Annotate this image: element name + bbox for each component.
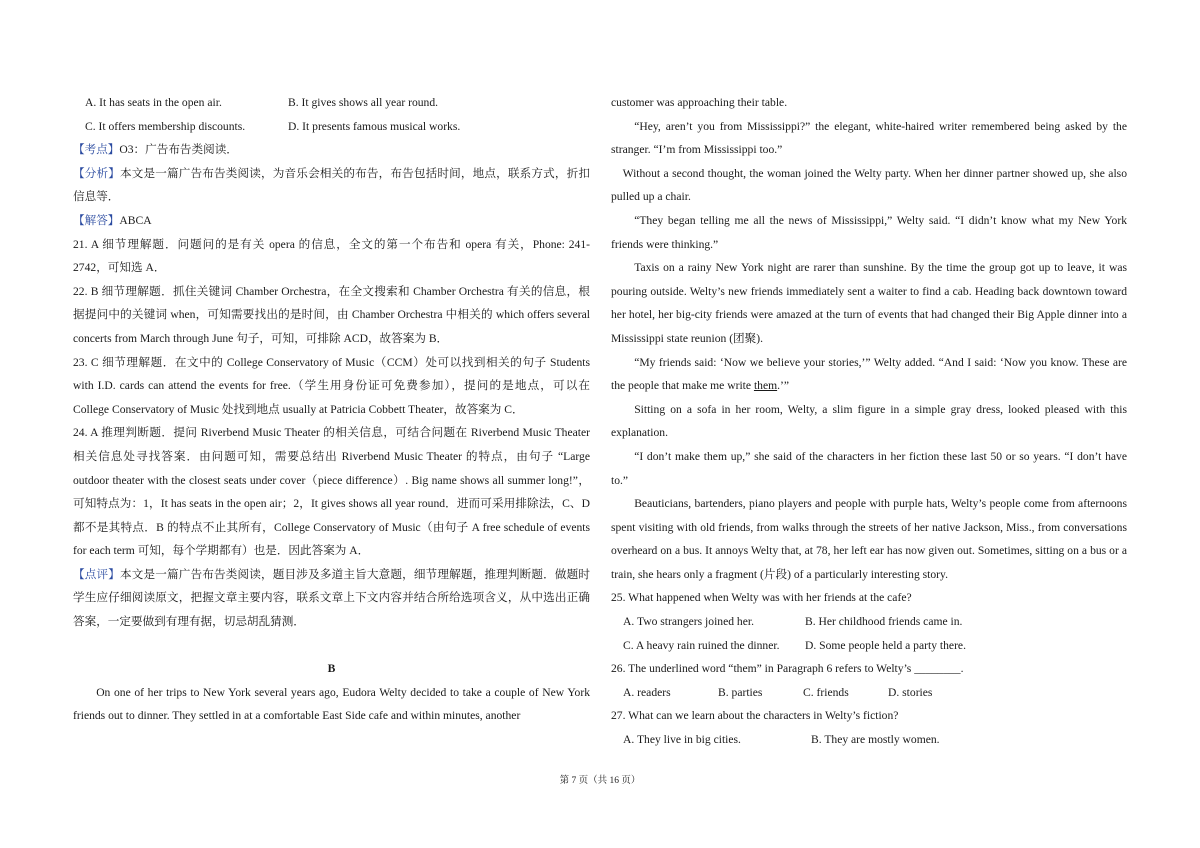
option-b: B. It gives shows all year round.: [288, 96, 439, 109]
underlined-them: them: [753, 379, 778, 393]
fenxi: [73, 162, 590, 209]
answer-24: 24. A 推理判断题．提问 Riverbend Music Theater 的相关信息，可结合问题在 Riverbend Music Theater 相关信息处寻找答案．由问题可知，需要总结出 Riverbend Music Theater 的特点，由句子 “Large outdoor theater with the closest seats under cover（piece difference）. Big name shows all summer long!”，可知特点为：1，It has seats in the open air；2，It gives shows all year round．进而可采用排除法，C、D 都不是其特点．B 的特点不止其所有，College Conservatory of Music（由句子 A free schedule of events for each term 可知，每个学期都有）也是．因此答案为 A．: [73, 426, 590, 558]
page-footer: 第 7 页（共 16 页）: [559, 776, 641, 786]
kaodian-tag: 【考点】: [73, 143, 120, 157]
q27-option-b: B. They are mostly women.: [811, 733, 940, 747]
q26-option-b: B. parties: [718, 685, 763, 699]
kaodian-text: O3：广告布告类阅读．: [119, 143, 238, 157]
section-heading: B: [327, 662, 336, 676]
answer-23: 23. C 细节理解题．在文中的 College Conservatory of Music（CCM）处可以找到相关的句子 Students with I.D. cards can attend the events for free.（学生用身份证可免费参加），提问的是地点，可以在 College Conservatory of Music 处找到地点 usually at Patricia Cobbett Theater，故答案为 C．: [73, 355, 590, 416]
dianping: [73, 563, 590, 634]
question-25: 25. What happened when Welty was with her friends at the cafe?: [611, 591, 912, 605]
option-a: A. It has seats in the open air.: [85, 96, 222, 109]
q26-blank: ________.: [914, 662, 964, 676]
passage-paragraph-6: [611, 351, 1127, 398]
option-d: D. It presents famous musical works.: [288, 119, 461, 133]
passage-paragraph-2: “Hey, aren’t you from Mississippi?” the elegant, white-haired writer remembered being asked by the stranger. “I’m from Mississippi too.”: [611, 119, 1127, 157]
dianping-text: 本文是一篇广告布告类阅读，题目涉及多道主旨大意题，细节理解题，推理判断题．做题时学生应仔细阅读原文，把握文章主要内容，联系文章上下文内容并结合所给选项含义，从中选出正确答案，一定要做到有理有据，切忌胡乱猜测．: [73, 567, 590, 629]
q26-option-a: A. readers: [623, 685, 671, 699]
jieda: [73, 209, 590, 233]
question-27: 27. What can we learn about the characters in Welty’s fiction?: [611, 709, 899, 723]
q26-text: 26. The underlined word “them” in Paragraph 6 refers to Welty’s: [611, 662, 912, 676]
q25-options-row-2: [611, 634, 1127, 658]
passage-paragraph-8: “I don’t make them up,” she said of the characters in her fiction these last 50 or so years. “I don’t have to.”: [611, 449, 1127, 487]
q26-option-d: D. stories: [888, 685, 933, 699]
q20-options-row-1: [73, 91, 590, 115]
passage-paragraph-7: Sitting on a sofa in her room, Welty, a slim figure in a simple gray dress, looked pleased with this explanation.: [611, 402, 1127, 440]
passage-paragraph-5: Taxis on a rainy New York night are rarer than sunshine. By the time the group got up to leave, it was pouring outside. Welty’s new friends immediately sent a waiter to find a cab. Heading back downtown toward her hotel, her big-city friends were amazed at the turn of events that had changed their Big Apple dinner into a Mississippi state reunion (团聚).: [611, 261, 1127, 345]
kaodian: [73, 138, 590, 162]
q25-option-a: A. Two strangers joined her.: [623, 615, 754, 629]
passage-paragraph-9: Beauticians, bartenders, piano players and people with purple hats, Welty’s people come from afternoons spent visiting with old friends, from walks through the streets of her native Jackson, Miss., from conversations overheard on a bus. It annoys Welty that, at 78, her left ear has now given out. Sometimes, sitting on a bus or a train, she hears only a fragment (片段) of a particularly interesting story.: [611, 497, 1127, 581]
answer-21: 21. A 细节理解题．问题问的是有关 opera 的信息，全文的第一个布告和 opera 有关，Phone: 241-2742，可知选 A．: [73, 237, 590, 275]
fenxi-text: 本文是一篇广告布告类阅读，为音乐会相关的布告，布告包括时间，地点，联系方式，折扣信息等．: [73, 166, 590, 204]
question-26: [611, 657, 1127, 681]
passage-p1-continued: customer was approaching their table.: [611, 96, 788, 109]
q20-options-row-2: [73, 115, 590, 139]
passage-paragraph-1: On one of her trips to New York several years ago, Eudora Welty decided to take a couple of New York friends out to dinner. They settled in at a comfortable East Side cafe and within minutes, another: [73, 685, 590, 723]
jieda-text: ABCA: [119, 213, 152, 227]
jieda-tag: 【解答】: [73, 213, 120, 227]
dianping-tag: 【点评】: [73, 567, 121, 581]
p6-text-b: .’”: [777, 379, 790, 393]
q26-option-c: C. friends: [803, 685, 849, 699]
p6-text-a: “My friends said: ‘Now we believe your stories,’” Welty added. “And I said: ‘Now you know. These are the people that make me write: [611, 355, 1127, 393]
q25-option-b: B. Her childhood friends came in.: [805, 615, 963, 629]
q25-option-c: C. A heavy rain ruined the dinner.: [623, 638, 780, 652]
answer-22: 22. B 细节理解题．抓住关键词 Chamber Orchestra，在全文搜索和 Chamber Orchestra 有关的信息，根据提问中的关键词 when，可知需要找出的是时间，由 Chamber Orchestra 中相关的 which offers several concerts from March through June 句子，可知，可排除 ACD，故答案为 B．: [73, 284, 590, 345]
spacer: [73, 634, 590, 658]
fenxi-tag: 【分析】: [73, 166, 121, 180]
option-c: C. It offers membership discounts.: [85, 119, 246, 133]
left-column: [73, 91, 590, 728]
q25-option-d: D. Some people held a party there.: [805, 638, 966, 652]
passage-paragraph-3: Without a second thought, the woman joined the Welty party. When her dinner partner showed up, she also pulled up a chair.: [611, 166, 1127, 204]
q27-options: [611, 728, 1127, 752]
q26-options: [611, 681, 1127, 705]
q25-options-row-1: [611, 610, 1127, 634]
passage-paragraph-4: “They began telling me all the news of Mississippi,” Welty said. “I didn’t know what my New York friends were thinking.”: [611, 213, 1127, 251]
right-column: [611, 91, 1127, 752]
q27-option-a: A. They live in big cities.: [623, 733, 741, 747]
